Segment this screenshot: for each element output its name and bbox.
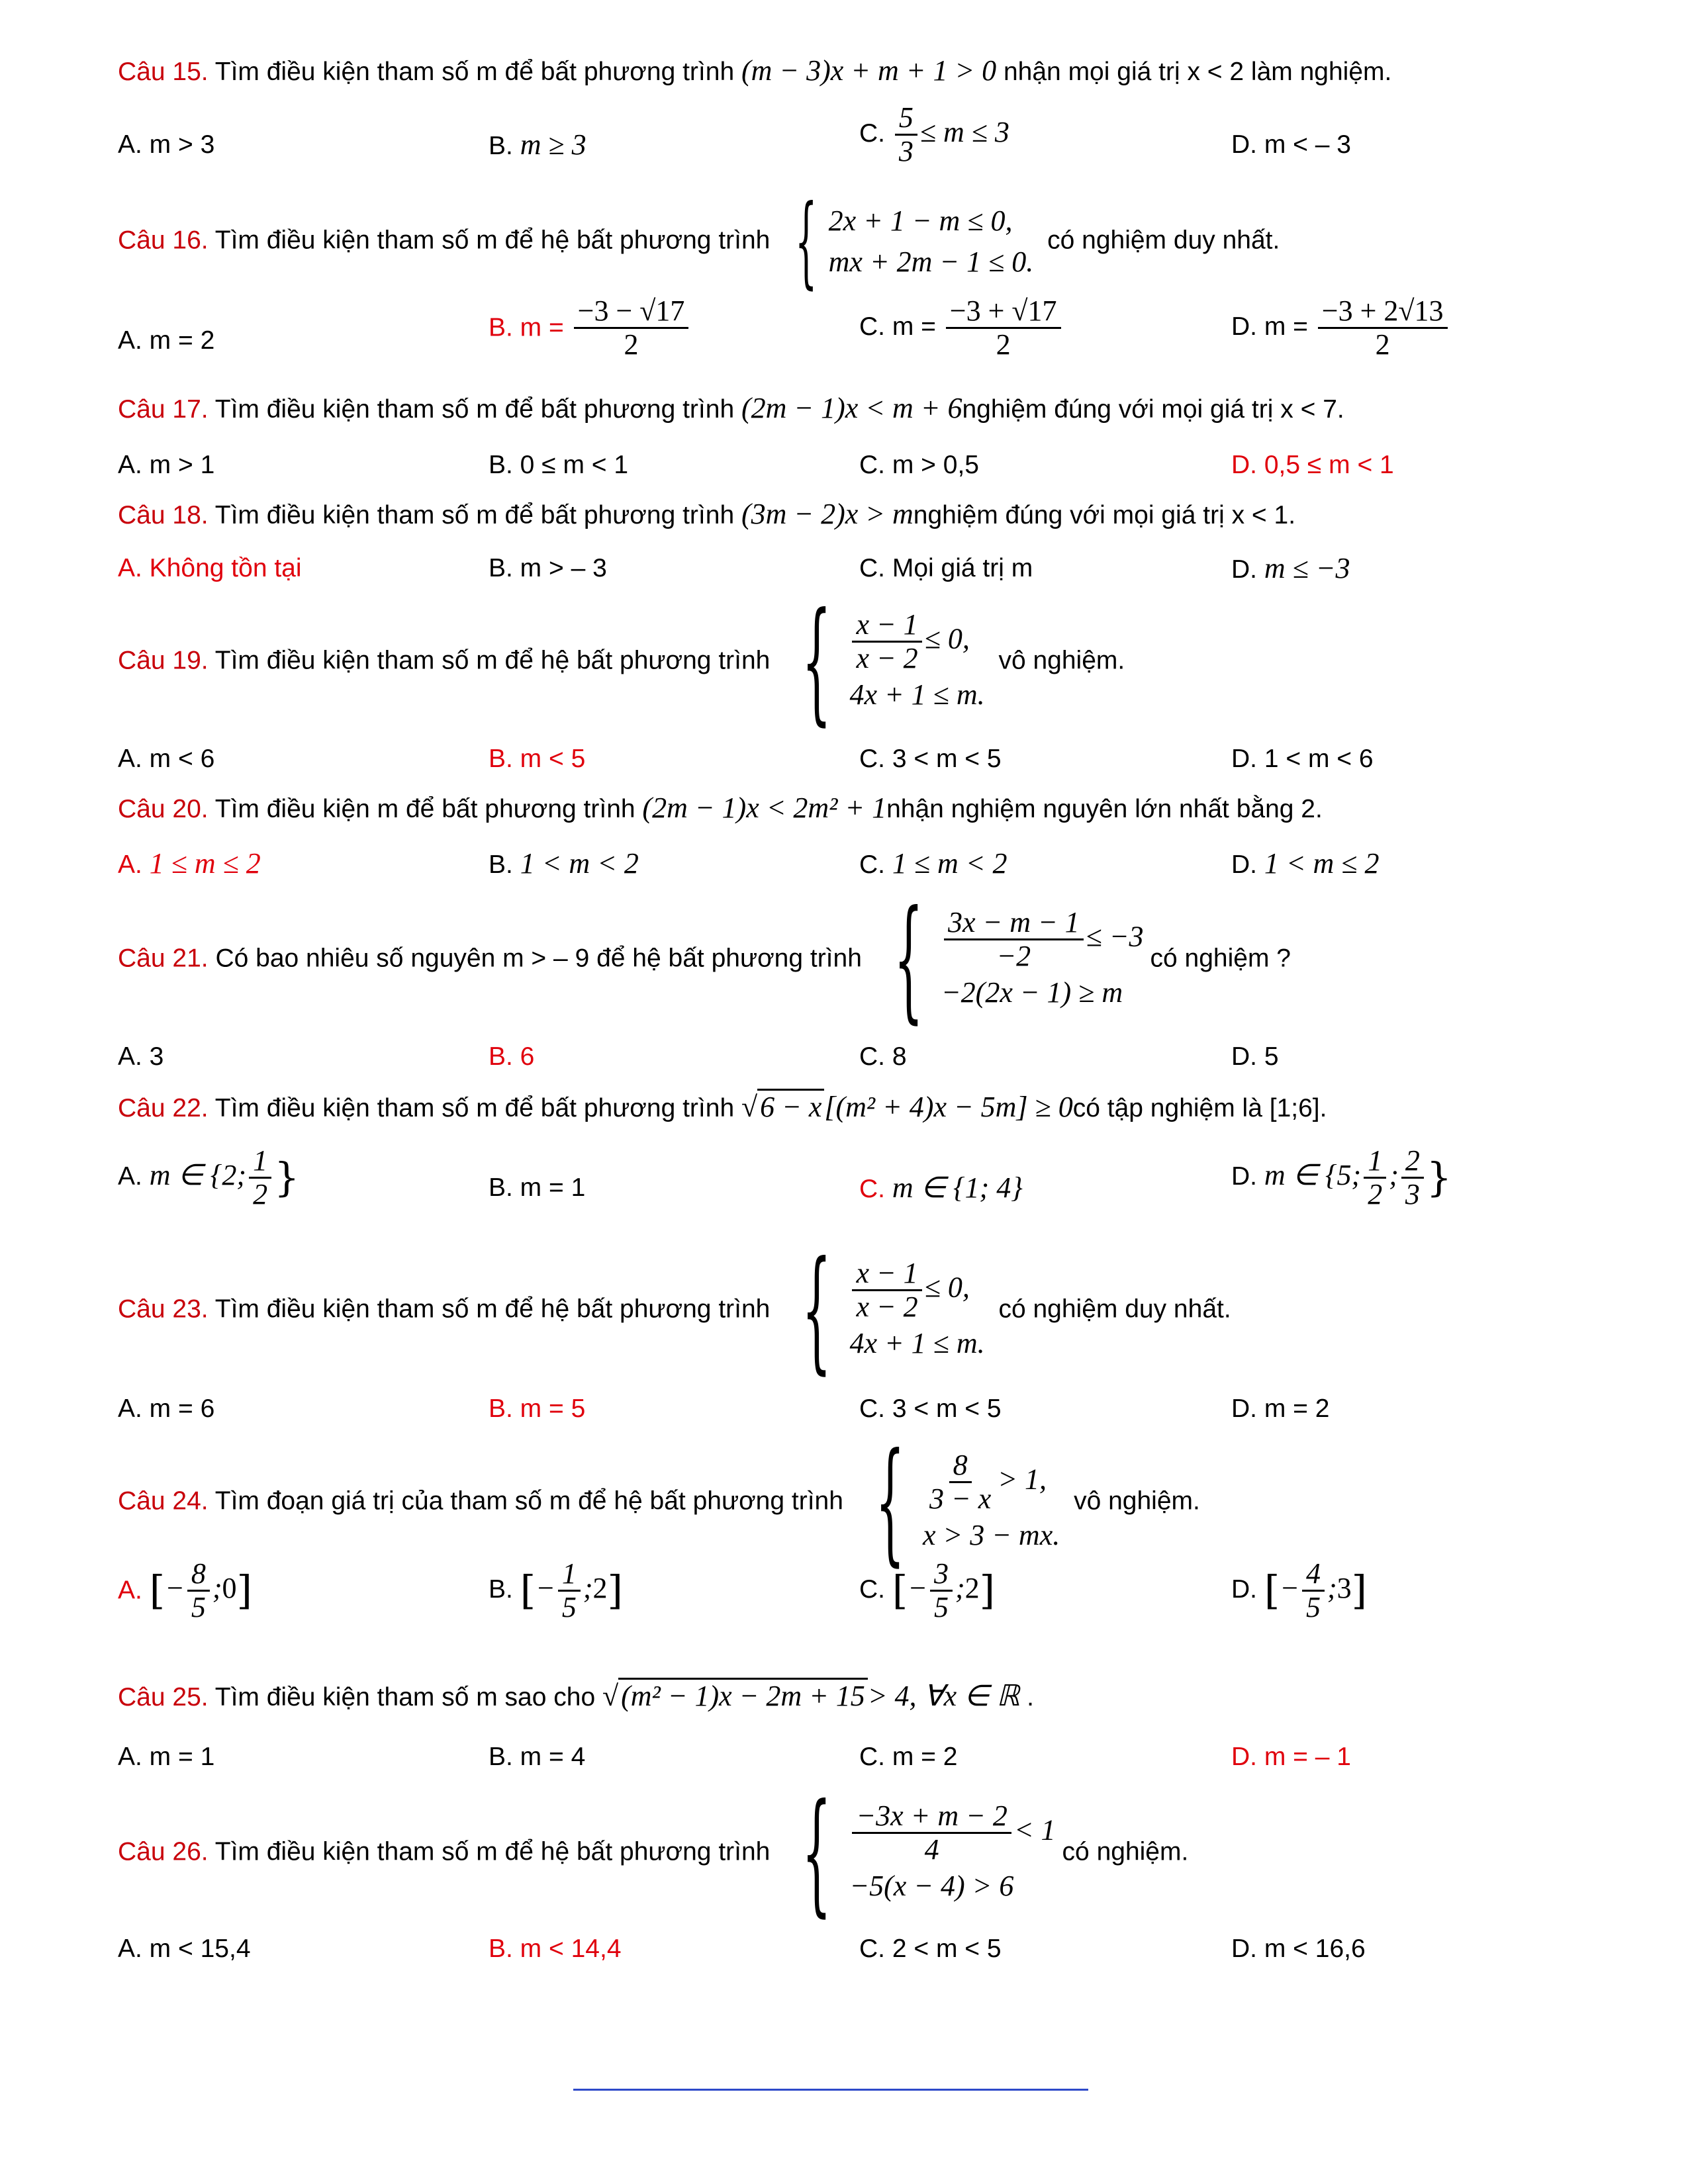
math-expression: (m − 3)x + m + 1 > 0 bbox=[741, 54, 997, 87]
option-b: B. m = $\frac{-3 - √17}{2}$ bbox=[489, 295, 691, 361]
question-19 bbox=[118, 584, 1125, 739]
question-text: có nghiệm duy nhất. bbox=[991, 1295, 1231, 1324]
question-text: có tập nghiệm là [1;6]. bbox=[1072, 1094, 1327, 1122]
option-b: B. 6 bbox=[489, 1042, 535, 1071]
option-b: B. m = 4 bbox=[489, 1743, 586, 1771]
question-21 bbox=[118, 882, 1291, 1036]
option-b: B. 0 ≤ m < 1 bbox=[489, 451, 629, 479]
question-label: Câu 24. bbox=[118, 1486, 209, 1516]
question-text: Tìm điều kiện m để bất phương trình bbox=[208, 795, 643, 823]
option-c: C. 1 ≤ m < 2 bbox=[859, 847, 1008, 880]
options-23 bbox=[0, 1392, 1688, 1426]
option-c: C. $\frac{5}{3}$ ≤ m ≤ 3 bbox=[859, 101, 1009, 167]
question-label: Câu 25. bbox=[118, 1683, 209, 1711]
option-d: D. m ∈ {5; $\frac{1}{2}$ ; $\frac{2}{3}$ } bbox=[1231, 1144, 1452, 1210]
math-expression: √(m² − 1)x − 2m + 15> 4, ∀x ∈ ℝ bbox=[602, 1678, 1019, 1712]
question-label: Câu 15. bbox=[118, 58, 209, 86]
question-label: Câu 17. bbox=[118, 395, 209, 424]
question-20 bbox=[118, 792, 1323, 826]
option-c: C. 3 < m < 5 bbox=[859, 745, 1002, 773]
option-d: D. 5 bbox=[1231, 1042, 1279, 1071]
options-22 bbox=[0, 1144, 1688, 1210]
question-text: Có bao nhiêu số nguyên m > – 9 để hệ bất phương trình bbox=[208, 944, 869, 973]
question-label: Câu 22. bbox=[118, 1094, 209, 1122]
option-a: A. m < 6 bbox=[118, 745, 215, 773]
math-expression: (2m − 1)x < m + 6 bbox=[741, 392, 962, 424]
option-b: B. m < 14,4 bbox=[489, 1934, 622, 1963]
option-a: A. m < 15,4 bbox=[118, 1934, 251, 1963]
question-16 bbox=[118, 184, 1280, 299]
option-c: C. [− $\frac{3}{5}$ ;2] bbox=[859, 1557, 996, 1623]
question-label: Câu 16. bbox=[118, 226, 209, 255]
option-c: C. 8 bbox=[859, 1042, 907, 1071]
option-b: B. [− $\frac{1}{5}$ ;2] bbox=[489, 1557, 623, 1623]
question-text: vô nghiệm. bbox=[1066, 1486, 1200, 1516]
question-text: Tìm điều kiện tham số m để bất phương trình bbox=[208, 501, 741, 529]
option-a: A. Không tồn tại bbox=[118, 554, 302, 582]
math-expression: (2m − 1)x < 2m² + 1 bbox=[642, 792, 887, 824]
question-text: có nghiệm duy nhất. bbox=[1040, 226, 1280, 255]
option-d: D. 1 < m ≤ 2 bbox=[1231, 847, 1380, 880]
question-24 bbox=[118, 1425, 1200, 1579]
option-b: B. m ≥ 3 bbox=[489, 128, 586, 161]
option-d: D. m = $\frac{-3 + 2√13}{2}$ bbox=[1231, 295, 1450, 361]
question-text: Tìm điều kiện tham số m để hệ bất phương trình bbox=[208, 1837, 778, 1866]
option-c: C. m ∈ {1; 4} bbox=[859, 1171, 1023, 1204]
question-text: Tìm điều kiện tham số m để bất phương trình bbox=[208, 395, 741, 424]
inequality-system: { $\frac{-3x + m - 2}{4}$ < 1 −5(x − 4) > 6 bbox=[802, 1776, 1056, 1930]
inequality-system: { $\frac{x - 1}{x - 2}$ ≤ 0, 4x + 1 ≤ m. bbox=[802, 584, 985, 739]
option-b: B. m = 1 bbox=[489, 1173, 586, 1202]
option-c: C. m = $\frac{-3 + √17}{2}$ bbox=[859, 295, 1064, 361]
options-20 bbox=[0, 847, 1688, 880]
option-d: D. [− $\frac{4}{5}$ ;3] bbox=[1231, 1557, 1368, 1623]
question-18 bbox=[118, 498, 1295, 532]
question-text: Tìm điều kiện tham số m để hệ bất phương trình bbox=[208, 226, 778, 255]
question-label: Câu 19. bbox=[118, 646, 209, 675]
question-text: vô nghiệm. bbox=[991, 646, 1125, 675]
question-text: Tìm điều kiện tham số m để hệ bất phương trình bbox=[208, 1295, 778, 1324]
option-d: D. m < 16,6 bbox=[1231, 1934, 1366, 1963]
question-26 bbox=[118, 1776, 1189, 1930]
question-17 bbox=[118, 392, 1344, 426]
question-text: Tìm điều kiện tham số m để bất phương trình bbox=[208, 58, 741, 86]
option-a: A. m > 3 bbox=[118, 130, 215, 159]
option-b: B. m > – 3 bbox=[489, 554, 607, 582]
inequality-system: { 2x + 1 − m ≤ 0, mx + 2m − 1 ≤ 0. bbox=[795, 184, 1034, 299]
question-22 bbox=[118, 1091, 1327, 1125]
options-25 bbox=[0, 1741, 1688, 1774]
question-label: Câu 21. bbox=[118, 944, 209, 973]
option-d: D. m < – 3 bbox=[1231, 130, 1351, 159]
math-expression: (3m − 2)x > m bbox=[741, 498, 914, 530]
question-text: có nghiệm. bbox=[1062, 1837, 1189, 1866]
question-25 bbox=[118, 1680, 1034, 1714]
options-17 bbox=[0, 449, 1688, 482]
option-d: D. m = – 1 bbox=[1231, 1743, 1351, 1771]
option-d: D. 0,5 ≤ m < 1 bbox=[1231, 451, 1394, 479]
option-d: D. 1 < m < 6 bbox=[1231, 745, 1374, 773]
question-text: . bbox=[1019, 1683, 1034, 1711]
question-text: Tìm điều kiện tham số m để hệ bất phương trình bbox=[208, 646, 778, 675]
question-text: Tìm điều kiện tham số m sao cho bbox=[208, 1683, 602, 1711]
option-a: A. m = 1 bbox=[118, 1743, 215, 1771]
option-c: C. 3 < m < 5 bbox=[859, 1394, 1002, 1423]
options-26 bbox=[0, 1933, 1688, 1966]
inequality-system: { $\frac{x - 1}{x - 2}$ ≤ 0, 4x + 1 ≤ m. bbox=[802, 1233, 985, 1387]
option-d: D. m = 2 bbox=[1231, 1394, 1330, 1423]
option-c: C. 2 < m < 5 bbox=[859, 1934, 1002, 1963]
option-a: A. m = 2 bbox=[118, 326, 215, 355]
options-16 bbox=[0, 295, 1688, 361]
option-c: C. m = 2 bbox=[859, 1743, 958, 1771]
question-text: Tìm đoạn giá trị của tham số m để hệ bất phương trình bbox=[208, 1486, 851, 1516]
footer-divider bbox=[573, 2089, 1088, 2091]
question-text: nhận mọi giá trị x < 2 làm nghiệm. bbox=[996, 58, 1392, 86]
option-a: A. m = 6 bbox=[118, 1394, 215, 1423]
option-a: A. m > 1 bbox=[118, 451, 215, 479]
inequality-system: { $\frac{8}{3 - x}$ > 1, x > 3 − mx. bbox=[875, 1425, 1060, 1579]
question-label: Câu 26. bbox=[118, 1837, 209, 1866]
option-b: B. m < 5 bbox=[489, 745, 586, 773]
option-c: C. m > 0,5 bbox=[859, 451, 979, 479]
options-18 bbox=[0, 552, 1688, 585]
option-b: B. 1 < m < 2 bbox=[489, 847, 639, 880]
question-text: có nghiệm ? bbox=[1150, 944, 1291, 973]
question-text: nghiệm đúng với mọi giá trị x < 7. bbox=[962, 395, 1344, 424]
option-a: A. 1 ≤ m ≤ 2 bbox=[118, 847, 261, 880]
question-label: Câu 23. bbox=[118, 1295, 209, 1324]
math-expression: √6 − x[(m² + 4)x − 5m] ≥ 0 bbox=[741, 1089, 1073, 1123]
option-d: D. m ≤ −3 bbox=[1231, 552, 1350, 584]
inequality-system: { $\frac{3x - m - 1}{-2}$ ≤ −3 −2(2x − 1) ≥ m bbox=[894, 882, 1144, 1036]
question-23 bbox=[118, 1233, 1231, 1387]
options-15 bbox=[0, 101, 1688, 167]
question-text: nhận nghiệm nguyên lớn nhất bằng 2. bbox=[886, 795, 1323, 823]
options-24 bbox=[0, 1557, 1688, 1623]
options-19 bbox=[0, 743, 1688, 776]
question-label: Câu 18. bbox=[118, 501, 209, 529]
question-text: nghiệm đúng với mọi giá trị x < 1. bbox=[913, 501, 1296, 529]
question-label: Câu 20. bbox=[118, 795, 209, 823]
option-a: A. 3 bbox=[118, 1042, 164, 1071]
question-text: Tìm điều kiện tham số m để bất phương trình bbox=[208, 1094, 741, 1122]
options-21 bbox=[0, 1040, 1688, 1073]
option-a: A. [− $\frac{8}{5}$ ;0] bbox=[118, 1557, 252, 1623]
option-c: C. Mọi giá trị m bbox=[859, 554, 1033, 582]
option-a: A. m ∈ {2; $\frac{1}{2}$ } bbox=[118, 1144, 300, 1210]
question-15 bbox=[118, 54, 1391, 89]
option-b: B. m = 5 bbox=[489, 1394, 586, 1423]
